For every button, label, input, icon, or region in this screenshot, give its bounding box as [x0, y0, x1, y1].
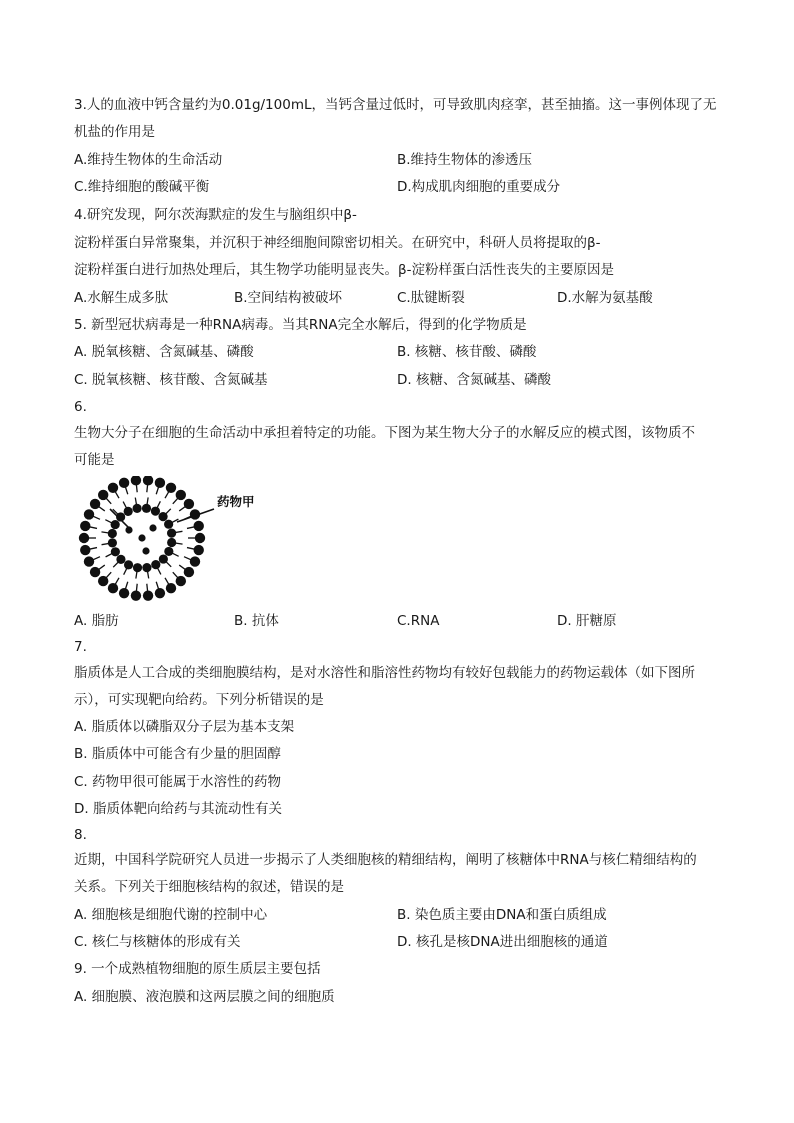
inner-lipid-head: [167, 538, 176, 547]
q5-option-b: B. 核糖、核苷酸、磷酸: [397, 344, 537, 360]
q6-option-c: C.RNA: [397, 613, 440, 629]
inner-lipid-head: [158, 512, 167, 521]
inner-lipid-head: [167, 528, 176, 537]
outer-lipid-head: [131, 476, 141, 486]
outer-lipid-head: [108, 583, 118, 593]
outer-lipid-head: [176, 490, 186, 500]
outer-lipid-head: [143, 590, 153, 600]
q6-option-b: B. 抗体: [234, 613, 279, 629]
inner-lipid-head: [164, 547, 173, 556]
liposome-bilayer: [79, 476, 205, 601]
drug-particle: [138, 534, 145, 541]
q5-option-d: D. 核糖、含氮碱基、磷酸: [397, 372, 551, 388]
q4-stem-line2: 淀粉样蛋白异常聚集，并沉积于神经细胞间隙密切相关。在研究中，科研人员将提取的β-: [74, 235, 601, 251]
outer-lipid-head: [119, 478, 129, 488]
outer-lipid-head: [119, 588, 129, 598]
outer-lipid-head: [131, 590, 141, 600]
q8-option-d: D. 核孔是核DNA进出细胞核的通道: [397, 934, 608, 950]
figure-label-drug-a: 药物甲: [217, 494, 255, 509]
drug-particle: [149, 524, 156, 531]
drug-particle: [142, 547, 149, 554]
q6-option-a: A. 脂肪: [74, 613, 119, 629]
q3-stem-line1: 3.人的血液中钙含量约为0.01g/100mL，当钙含量过低时，可导致肌肉痉挛，甚至抽搐。这一事例体现了无: [74, 97, 717, 113]
q6-stem-line2: 可能是: [74, 452, 115, 468]
inner-lipid-head: [111, 520, 120, 529]
q4-option-c: C.肽键断裂: [397, 290, 465, 306]
q7-option-d: D. 脂质体靶向给药与其流动性有关: [74, 801, 282, 817]
outer-lipid-head: [90, 499, 100, 509]
q7-stem-line2: 示），可实现靶向给药。下列分析错误的是: [74, 692, 324, 708]
q8-stem-line1: 近期，中国科学院研究人员进一步揭示了人类细胞核的精细结构，阐明了核糖体中RNA与核仁精细结构的: [74, 852, 697, 868]
outer-lipid-head: [98, 490, 108, 500]
inner-lipid-head: [151, 507, 160, 516]
q3-option-c: C.维持细胞的酸碱平衡: [74, 179, 210, 195]
q8-option-a: A. 细胞核是细胞代谢的控制中心: [74, 907, 268, 923]
outer-lipid-head: [79, 533, 89, 543]
outer-lipid-head: [195, 533, 205, 543]
q3-option-d: D.构成肌肉细胞的重要成分: [397, 179, 561, 195]
liposome-figure: [74, 476, 274, 608]
q7-option-c: C. 药物甲很可能属于水溶性的药物: [74, 774, 282, 790]
q9-stem: 9. 一个成熟植物细胞的原生质层主要包括: [74, 961, 321, 977]
outer-lipid-head: [80, 521, 90, 531]
outer-lipid-head: [166, 583, 176, 593]
outer-lipid-head: [184, 567, 194, 577]
q7-option-b: B. 脂质体中可能含有少量的胆固醇: [74, 746, 281, 762]
q6-stem-line1: 生物大分子在细胞的生命活动中承担着特定的功能。下图为某生物大分子的水解反应的模式图，该物质不: [74, 425, 695, 441]
q8-option-c: C. 核仁与核糖体的形成有关: [74, 934, 241, 950]
outer-lipid-head: [80, 545, 90, 555]
q3-option-a: A.维持生物体的生命活动: [74, 152, 223, 168]
q7-option-a: A. 脂质体以磷脂双分子层为基本支架: [74, 719, 295, 735]
q6-option-d: D. 肝糖原: [557, 613, 617, 629]
q4-stem-line1: 4.研究发现，阿尔茨海默症的发生与脑组织中β-: [74, 207, 357, 223]
q5-option-a: A. 脱氧核糖、含氮碱基、磷酸: [74, 344, 254, 360]
q6-number: 6.: [74, 399, 87, 415]
outer-lipid-head: [194, 545, 204, 555]
q8-stem-line2: 关系。下列关于细胞核结构的叙述，错误的是: [74, 879, 344, 895]
inner-lipid-head: [111, 547, 120, 556]
outer-lipid-head: [155, 588, 165, 598]
q7-number: 7.: [74, 639, 87, 655]
q9-option-a: A. 细胞膜、液泡膜和这两层膜之间的细胞质: [74, 989, 335, 1005]
q4-option-b: B.空间结构被破坏: [234, 290, 343, 306]
inner-lipid-head: [116, 555, 125, 564]
inner-lipid-head: [108, 538, 117, 547]
inner-lipid-head: [132, 504, 141, 513]
outer-lipid-head: [176, 576, 186, 586]
outer-lipid-head: [98, 576, 108, 586]
q4-option-d: D.水解为氨基酸: [557, 290, 653, 306]
inner-lipid-head: [151, 560, 160, 569]
outer-lipid-head: [155, 478, 165, 488]
q7-stem-line1: 脂质体是人工合成的类细胞膜结构，是对水溶性和脂溶性药物均有较好包载能力的药物运载体（如下图所: [74, 665, 695, 681]
q4-option-a: A.水解生成多肽: [74, 290, 169, 306]
inner-lipid-head: [164, 520, 173, 529]
outer-lipid-head: [84, 556, 94, 566]
q3-option-b: B.维持生物体的渗透压: [397, 152, 533, 168]
inner-lipid-head: [142, 563, 151, 572]
q3-stem-line2: 机盐的作用是: [74, 124, 155, 140]
q8-number: 8.: [74, 827, 87, 843]
inner-lipid-head: [124, 507, 133, 516]
outer-lipid-head: [194, 521, 204, 531]
q4-stem-line3: 淀粉样蛋白进行加热处理后，其生物学功能明显丧失。β-淀粉样蛋白活性丧失的主要原因是: [74, 262, 614, 278]
outer-lipid-head: [108, 483, 118, 493]
inner-lipid-head: [142, 504, 151, 513]
inner-lipid-head: [159, 554, 168, 563]
outer-lipid-head: [90, 567, 100, 577]
outer-lipid-head: [166, 483, 176, 493]
q8-option-b: B. 染色质主要由DNA和蛋白质组成: [397, 907, 607, 923]
q5-stem: 5. 新型冠状病毒是一种RNA病毒。当其RNA完全水解后，得到的化学物质是: [74, 317, 527, 333]
inner-lipid-head: [124, 560, 133, 569]
outer-lipid-head: [84, 509, 94, 519]
inner-lipid-head: [108, 529, 117, 538]
inner-lipid-head: [133, 563, 142, 572]
q5-option-c: C. 脱氧核糖、核苷酸、含氮碱基: [74, 372, 268, 388]
outer-lipid-head: [143, 476, 153, 486]
outer-lipid-head: [184, 499, 194, 509]
outer-lipid-head: [190, 556, 200, 566]
